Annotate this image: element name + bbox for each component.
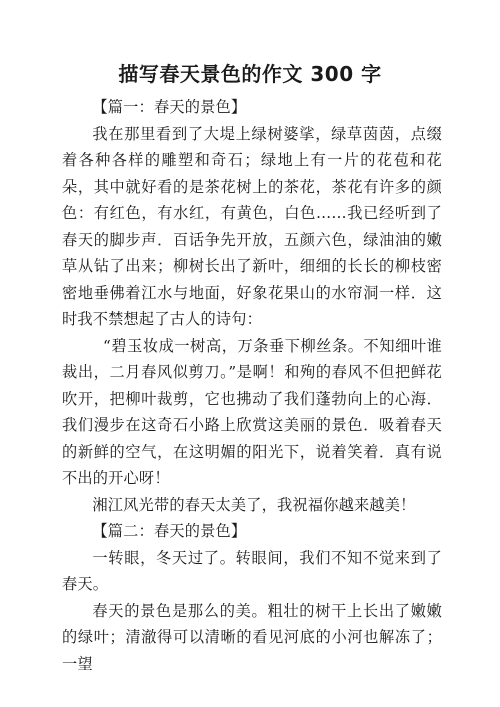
section-2-paragraph-2: 春天的景色是那么的美。粗壮的树干上长出了嫩嫩的绿叶；清澈得可以清晰的看见河底的小河也解冻了；一望 <box>62 601 442 673</box>
section-2-paragraph-1: 一转眼，冬天过了。转眼间，我们不知不觉来到了春天。 <box>62 548 442 593</box>
section-1-paragraph-3: 湘江风光带的春天太美了，我祝福你越来越美！ <box>92 495 416 514</box>
section-1-heading: 【篇一：春天的景色】 <box>92 98 247 116</box>
document-title: 描写春天景色的作文 300 字 <box>118 62 382 86</box>
document-body <box>62 94 442 677</box>
section-2-heading: 【篇二：春天的景色】 <box>92 522 247 540</box>
section-1-paragraph-1: 我在那里看到了大堤上绿树婆挲，绿草茵茵，点缀着各种各样的雕塑和奇石；绿地上有一片的花苞和花朵，其中就好看的是茶花树上的茶花，茶花有许多的颜色：有红色，有水红，有黄色，白色……我已经听到了春天的脚步声．百话争先开放，五颜六色，绿油油的嫩草从钻了出来；柳树长出了新叶，细细的长长的柳枝密密地垂佛着江水与地面，好象花果山的水帘洞一样．这时我不禁想起了古人的诗句： <box>62 124 442 328</box>
section-1-paragraph-2: “碧玉妆成一树高，万条垂下柳丝条。不知细叶谁裁出，二月春风似剪刀。”是啊！和殉的春风不但把鲜花吹开，把柳叶裁剪，它也拂动了我们蓬勃向上的心海．我们漫步在这奇石小路上欣赏这美丽的景色．吸着春天的新鲜的空气，在这明媚的阳光下，说着笑着．真有说不出的开心呀！ <box>62 336 442 487</box>
